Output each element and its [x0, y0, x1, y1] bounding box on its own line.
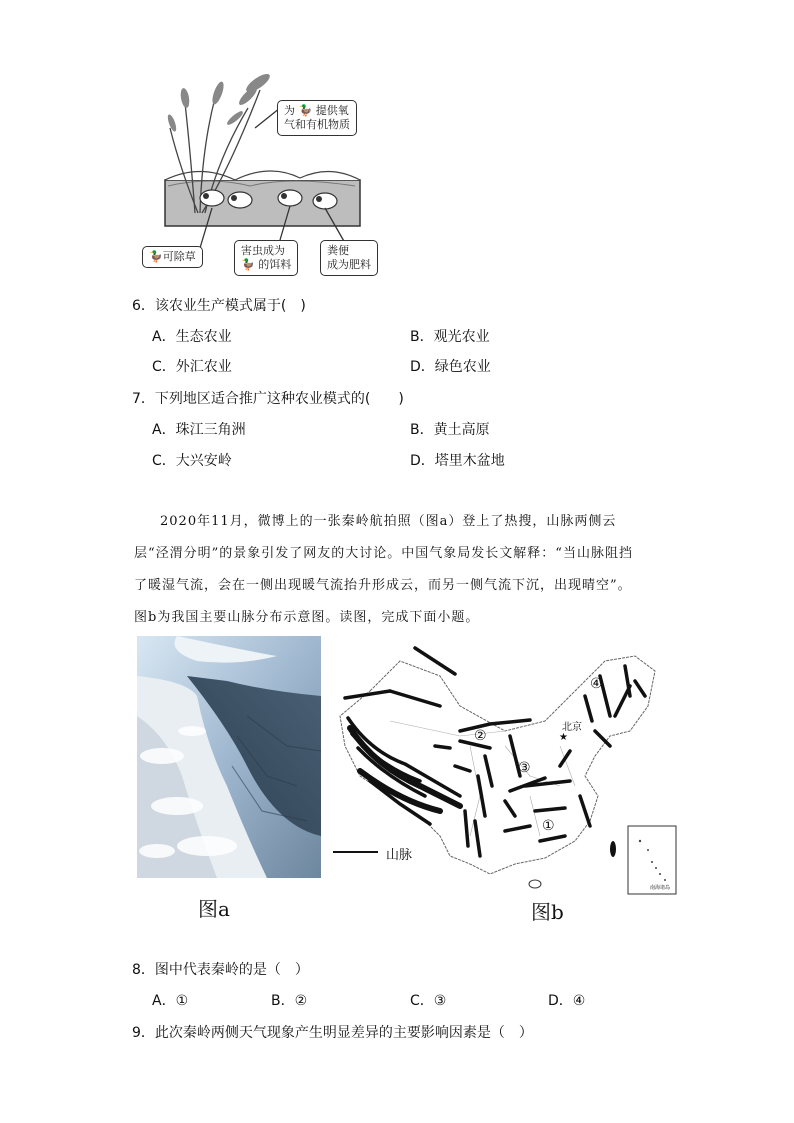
question-6: 6．该农业生产模式属于( ): [132, 298, 306, 314]
caption-a: 图a: [198, 897, 230, 921]
q8-option-a[interactable]: A．①: [152, 993, 189, 1009]
china-mountain-map: [330, 636, 680, 898]
svg-text:★: ★: [559, 732, 568, 743]
qinling-aerial-photo: [137, 636, 321, 878]
insects-label: 害虫成为 🦆 的饵料: [234, 240, 298, 276]
caption-b: 图b: [531, 900, 564, 924]
q7-option-d[interactable]: D．塔里木盆地: [410, 453, 505, 469]
beijing-label: 北京: [562, 722, 582, 733]
passage: 2020年11月，微博上的一张秦岭航拍照（图a）登上了热搜，山脉两侧云层“泾渭分明”的景象引发了网友的大讨论。中国气象局发长文解释：“当山脉阻挡了暖湿气流，会在一侧出现暖气流抬升形成云，而另一侧气流下沉，出现晴空”。图b为我国主要山脉分布示意图。读图，完成下面小题。: [134, 514, 633, 625]
q6-option-b[interactable]: B．观光农业: [410, 329, 490, 345]
q7-option-b[interactable]: B．黄土高原: [410, 422, 490, 438]
rice-duck-figure: [140, 68, 400, 278]
q8-option-c[interactable]: C．③: [410, 993, 447, 1009]
q6-option-c[interactable]: C．外汇农业: [152, 359, 232, 375]
oxygen-label: 为 🦆 提供氧 气和有机物质: [277, 100, 357, 136]
question-7: 7．下列地区适合推广这种农业模式的( ): [132, 391, 404, 407]
inset-label: 南海诸岛: [650, 885, 671, 891]
q6-option-a[interactable]: A．生态农业: [152, 329, 232, 345]
map-label-2: ②: [474, 728, 487, 744]
q8-option-d[interactable]: D．④: [548, 993, 586, 1009]
manure-label: 粪便 成为肥料: [320, 240, 378, 276]
question-8: 8．图中代表秦岭的是（ ）: [132, 962, 309, 978]
map-label-1: ①: [542, 818, 555, 834]
map-label-3: ③: [518, 760, 531, 776]
legend-mountain-label: 山脉: [386, 848, 413, 863]
aerial-photo-graphic: [137, 636, 321, 878]
weed-label: 🦆可除草: [142, 246, 203, 268]
map-label-4: ④: [590, 676, 603, 692]
mountain-map-graphic: [330, 636, 680, 898]
q7-option-a[interactable]: A．珠江三角洲: [152, 422, 246, 438]
question-9: 9．此次秦岭两侧天气现象产生明显差异的主要影响因素是（ ）: [132, 1025, 533, 1041]
q7-option-c[interactable]: C．大兴安岭: [152, 453, 232, 469]
q8-option-b[interactable]: B．②: [271, 993, 308, 1009]
q6-option-d[interactable]: D．绿色农业: [410, 359, 491, 375]
